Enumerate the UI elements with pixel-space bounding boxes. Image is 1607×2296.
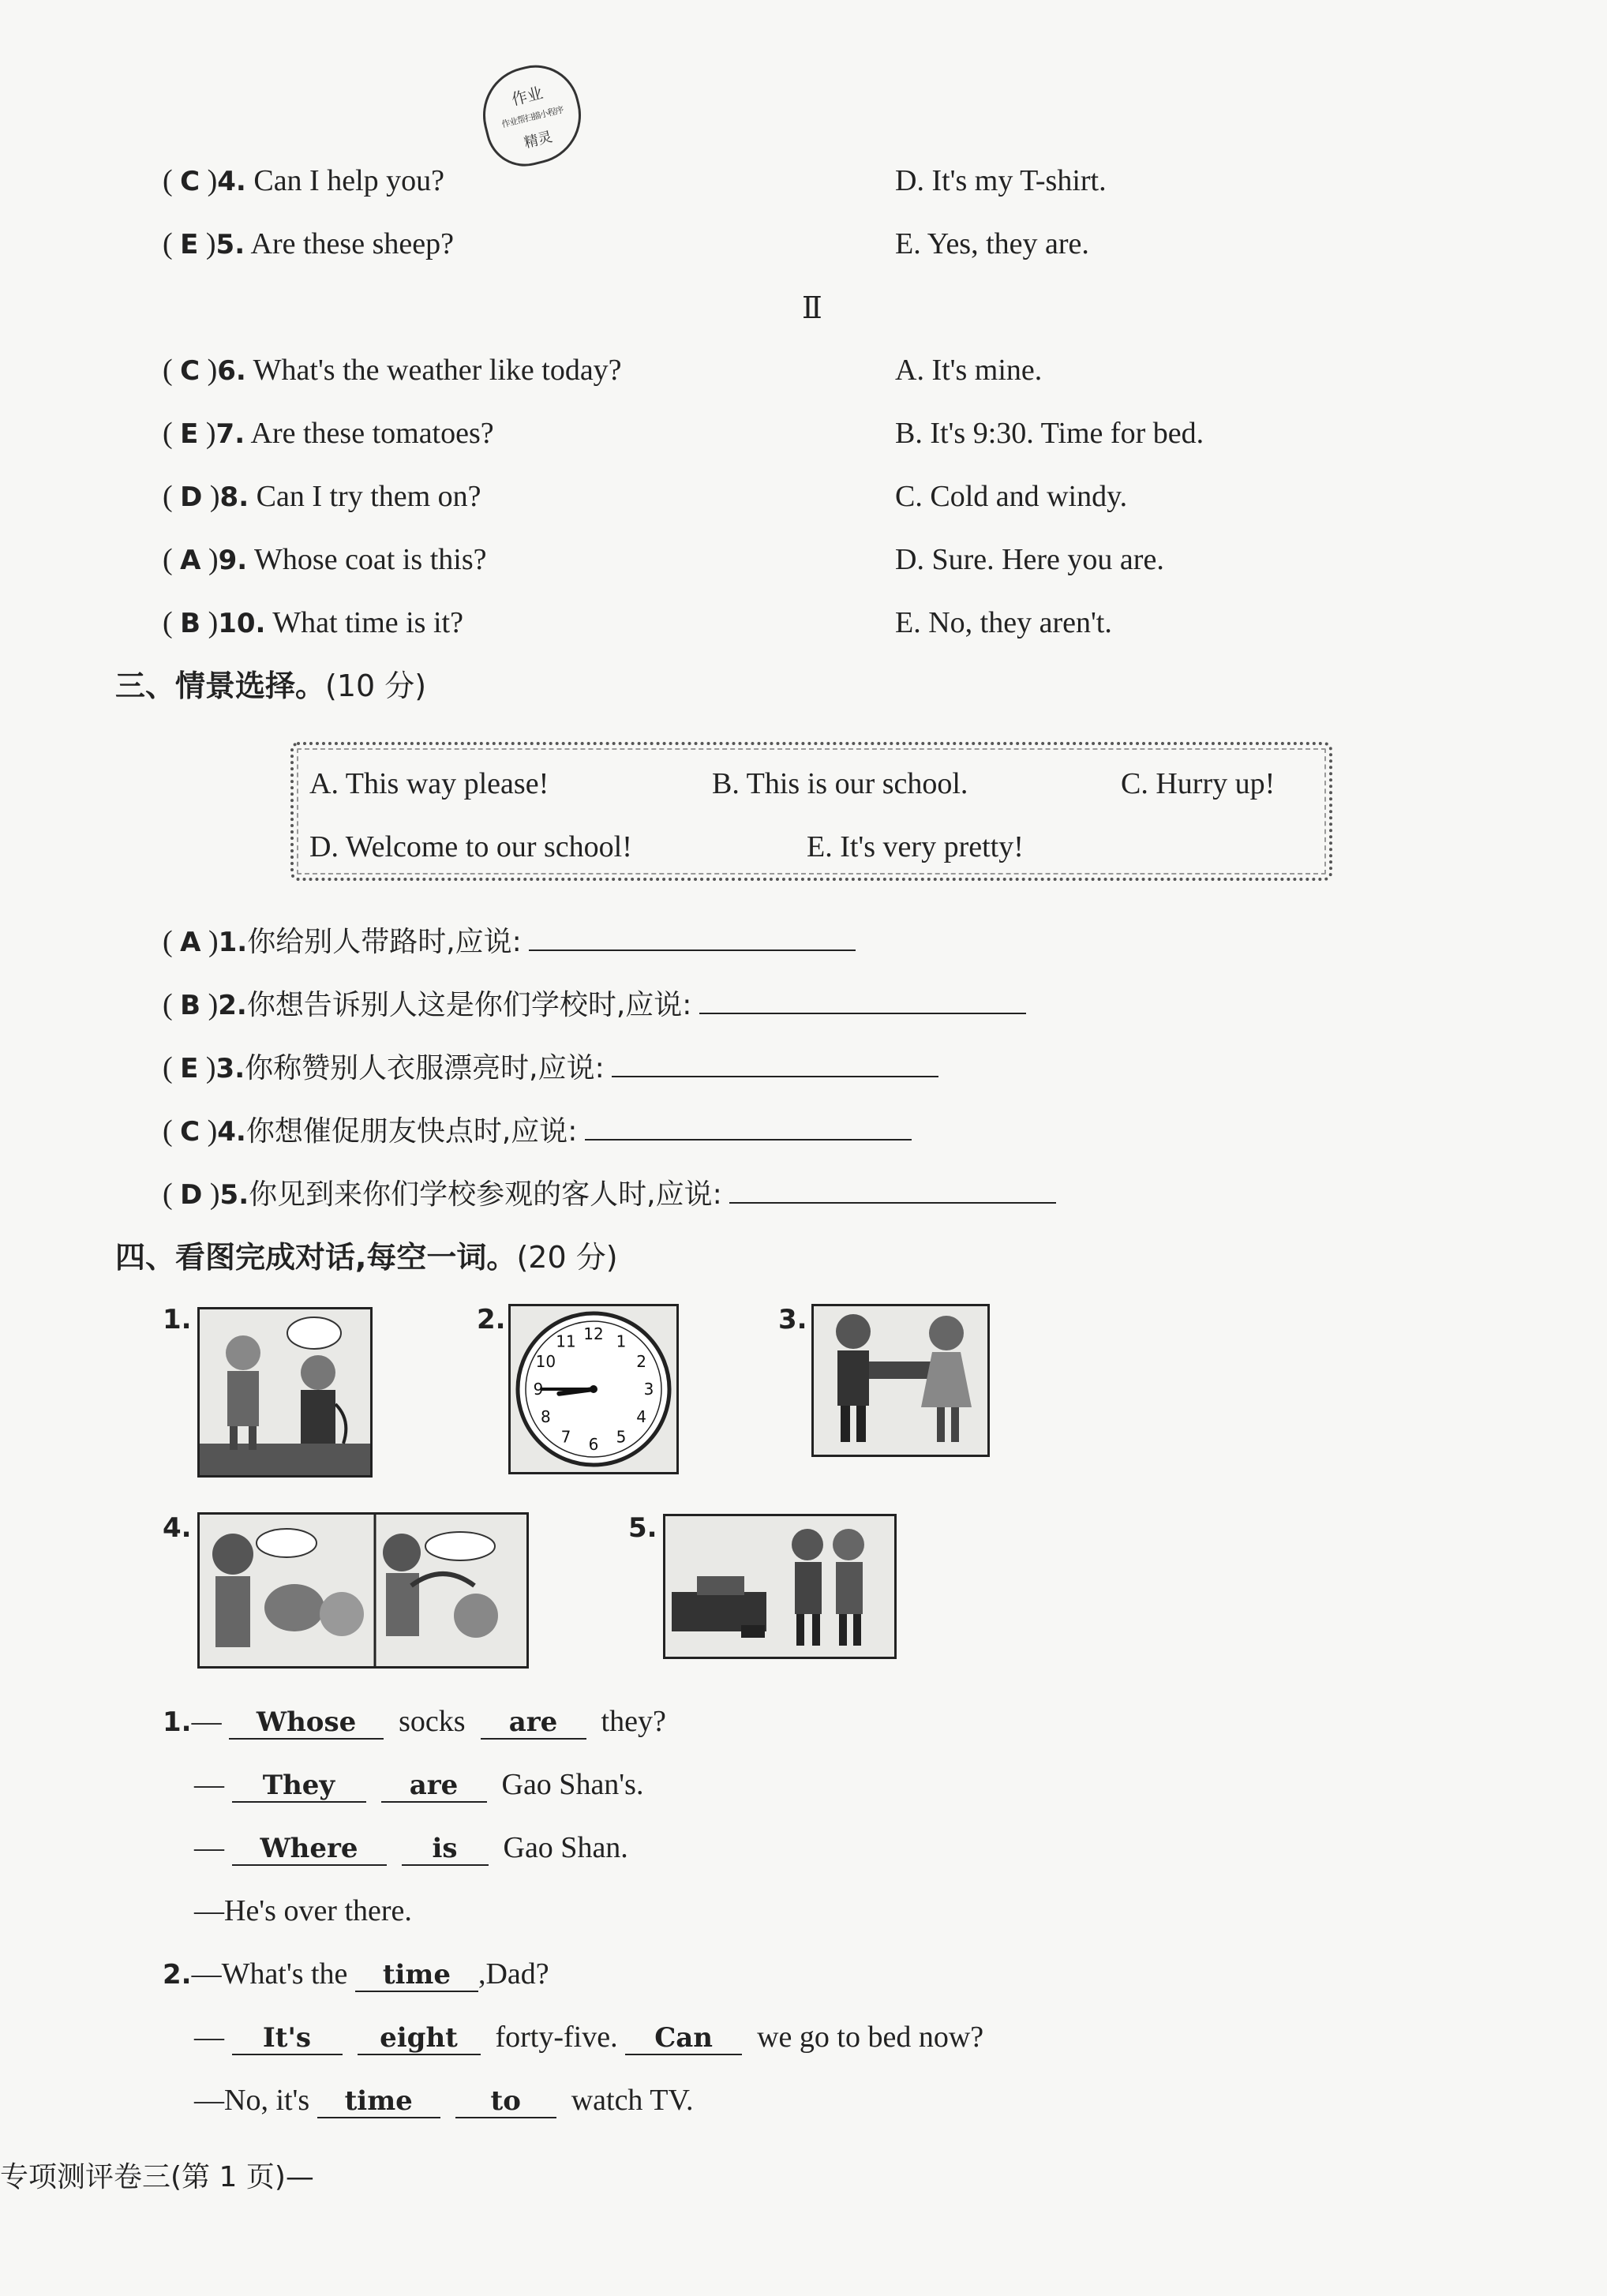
picture-illustration-1 <box>200 1309 370 1475</box>
answer-blank[interactable]: is <box>402 1833 489 1866</box>
question-row: ( D )8. Can I try them on? <box>163 480 481 513</box>
question-text: Whose coat is this? <box>254 543 487 576</box>
dialogue-word: socks <box>399 1705 466 1738</box>
answer-blank[interactable]: are <box>481 1706 586 1740</box>
answer-letter: E <box>180 418 199 450</box>
option-text: D. It's my T-shirt. <box>895 164 1107 197</box>
dialogue-word: Gao Shan's. <box>501 1768 644 1801</box>
picture-illustration-3 <box>814 1306 987 1455</box>
answer-letter: B <box>180 608 201 639</box>
question-row: ( E )5. Are these sheep? <box>163 227 454 260</box>
clock-face <box>511 1306 676 1472</box>
stamp-line2: 作业帮扫描小程序 <box>500 104 564 130</box>
option-text: E. No, they aren't. <box>895 606 1112 639</box>
clock-number: 7 <box>560 1427 571 1447</box>
dialogue-number: 2. <box>163 1959 192 1991</box>
answer-blank[interactable] <box>699 1013 1026 1014</box>
option-c: C. Hurry up! <box>1121 767 1275 800</box>
question-row: ( B )10. What time is it? <box>163 606 463 639</box>
picture-label: 2. <box>477 1304 506 1335</box>
answer-letter: B <box>180 990 201 1021</box>
picture-illustration-4 <box>200 1515 526 1666</box>
clock-number: 1 <box>616 1332 627 1351</box>
question-number: 8. <box>219 481 249 513</box>
question-text: What's the weather like today? <box>253 354 622 387</box>
dialogue1-line3 <box>194 1830 628 1866</box>
option-text: D. Sure. Here you are. <box>895 543 1164 576</box>
situation-text: 你想告诉别人这是你们学校时,应说: <box>246 989 692 1021</box>
situation-text: 你想催促朋友快点时,应说: <box>245 1115 578 1148</box>
answer-blank[interactable]: Where <box>232 1833 387 1866</box>
picture-coat-exchange <box>811 1304 990 1457</box>
answer-blank[interactable]: It's <box>232 2022 343 2055</box>
dash: — <box>194 1831 224 1864</box>
situation-text: 你给别人带路时,应说: <box>247 926 522 958</box>
dialogue1-line2 <box>194 1766 643 1803</box>
question-number: 9. <box>218 545 248 576</box>
situation-row: ( A )1.你给别人带路时,应说: <box>163 923 856 961</box>
answer-blank[interactable] <box>585 1139 912 1141</box>
answer-letter: A <box>180 545 201 576</box>
dialogue-word: ,Dad? <box>478 1957 549 1991</box>
option-text: E. Yes, they are. <box>895 227 1089 260</box>
dialogue2-line2 <box>194 2019 983 2055</box>
answer-letter: C <box>180 166 200 197</box>
answer-blank[interactable] <box>529 949 856 951</box>
dialogue-word: —What's the <box>191 1957 348 1991</box>
answer-letter: C <box>180 1116 200 1148</box>
clock-number: 9 <box>533 1380 544 1399</box>
clock-number: 6 <box>588 1435 599 1454</box>
question-row: ( C )4. Can I help you? <box>163 164 444 197</box>
situation-row: ( D )5.你见到来你们学校参观的客人时,应说: <box>163 1176 1056 1213</box>
answer-letter: C <box>180 355 200 387</box>
homework-stamp <box>473 56 591 174</box>
dash: — <box>194 2021 224 2054</box>
dash: — <box>194 1768 224 1801</box>
answer-blank[interactable] <box>729 1202 1056 1204</box>
answer-blank[interactable]: Can <box>625 2022 742 2055</box>
answer-letter: D <box>180 481 203 513</box>
dialogue1-line1 <box>163 1703 666 1740</box>
question-text: What time is it? <box>272 606 463 639</box>
section4-title <box>115 1239 618 1275</box>
picture-label: 3. <box>778 1304 807 1335</box>
clock-number: 4 <box>636 1407 646 1426</box>
question-number: 10. <box>218 608 266 639</box>
answer-letter: E <box>180 229 199 260</box>
answer-letter: E <box>180 1053 199 1084</box>
picture-label: 5. <box>628 1512 657 1544</box>
question-number: 6. <box>217 355 246 387</box>
question-number: 4. <box>217 1116 246 1148</box>
stamp-line3: 精灵 <box>522 128 554 152</box>
picture-illustration-5 <box>665 1516 894 1657</box>
answer-blank[interactable]: eight <box>358 2022 481 2055</box>
stamp-line1: 作业 <box>509 83 545 110</box>
option-text: B. It's 9:30. Time for bed. <box>895 417 1204 450</box>
question-text: Can I try them on? <box>256 480 481 513</box>
picture-clock <box>508 1304 679 1474</box>
dialogue-word: Gao Shan. <box>503 1831 628 1864</box>
dialogue-number: 1. <box>163 1706 192 1738</box>
answer-blank[interactable] <box>612 1076 938 1077</box>
clock-number: 5 <box>616 1427 627 1447</box>
option-e: E. It's very pretty! <box>807 830 1024 863</box>
section4-title-text: 四、看图完成对话,每空一词。 <box>115 1240 517 1275</box>
situation-row: ( B )2.你想告诉别人这是你们学校时,应说: <box>163 987 1026 1024</box>
clock-number: 12 <box>583 1324 604 1343</box>
option-text: C. Cold and windy. <box>895 480 1128 513</box>
dialogue-word: —No, it's <box>194 2084 310 2117</box>
answer-blank[interactable]: time <box>355 1959 478 1992</box>
answer-blank[interactable]: to <box>455 2085 556 2118</box>
section3-title-text: 三、情景选择。 <box>115 669 326 703</box>
option-d: D. Welcome to our school! <box>309 830 632 863</box>
picture-girl-boy-socks <box>197 1307 373 1478</box>
situation-row: ( C )4.你想催促朋友快点时,应说: <box>163 1113 912 1150</box>
clock-number: 8 <box>541 1407 551 1426</box>
clock-number: 11 <box>556 1332 576 1351</box>
question-text: Are these sheep? <box>250 227 454 260</box>
clock-number: 3 <box>643 1380 654 1399</box>
situation-row: ( E )3.你称赞别人衣服漂亮时,应说: <box>163 1050 938 1087</box>
dialogue-word: they? <box>601 1705 666 1738</box>
picture-label: 4. <box>163 1512 192 1544</box>
dialogue2-line1 <box>163 1956 549 1993</box>
section3-score: (10 分) <box>325 669 427 703</box>
situation-text: 你见到来你们学校参观的客人时,应说: <box>249 1178 722 1211</box>
question-number: 4. <box>217 166 246 197</box>
section3-title <box>115 668 426 704</box>
option-text: A. It's mine. <box>895 354 1043 387</box>
question-number: 5. <box>219 1179 249 1211</box>
dialogue2-line3 <box>194 2082 694 2118</box>
answer-blank[interactable]: Whose <box>229 1706 384 1740</box>
answer-blank[interactable]: They <box>232 1770 366 1803</box>
dialogue1-line4: —He's over there. <box>194 1894 412 1927</box>
answer-letter: D <box>180 1179 203 1211</box>
option-b: B. This is our school. <box>712 767 968 800</box>
question-row: ( C )6. What's the weather like today? <box>163 354 622 387</box>
answer-letter: A <box>180 927 201 958</box>
question-text: Are these tomatoes? <box>250 417 494 450</box>
part2-heading: Ⅱ <box>802 292 822 325</box>
question-number: 7. <box>215 418 245 450</box>
picture-label: 1. <box>163 1304 192 1335</box>
clock-number: 10 <box>535 1352 556 1371</box>
question-text: Can I help you? <box>253 164 444 197</box>
dash: — <box>191 1705 222 1738</box>
dialogue-word: we go to bed now? <box>757 2021 984 2054</box>
question-row: ( E )7. Are these tomatoes? <box>163 417 494 450</box>
question-number: 3. <box>215 1053 245 1084</box>
question-number: 5. <box>215 229 245 260</box>
page-footer: 专项测评卷三(第 1 页)— <box>0 2161 314 2193</box>
question-row: ( A )9. Whose coat is this? <box>163 543 487 576</box>
picture-two-panel-dialogue <box>197 1512 529 1669</box>
section4-score: (20 分) <box>516 1240 618 1275</box>
dialogue-word: watch TV. <box>571 2084 694 2117</box>
question-number: 2. <box>218 990 247 1021</box>
situation-text: 你称赞别人衣服漂亮时,应说: <box>245 1052 605 1084</box>
clock-number: 2 <box>636 1352 646 1371</box>
answer-blank[interactable]: are <box>381 1770 487 1803</box>
picture-bed-children <box>663 1514 897 1659</box>
answer-blank[interactable]: time <box>317 2085 440 2118</box>
option-a: A. This way please! <box>309 767 549 800</box>
question-number: 1. <box>218 927 248 958</box>
dialogue-word: forty-five. <box>495 2021 618 2054</box>
